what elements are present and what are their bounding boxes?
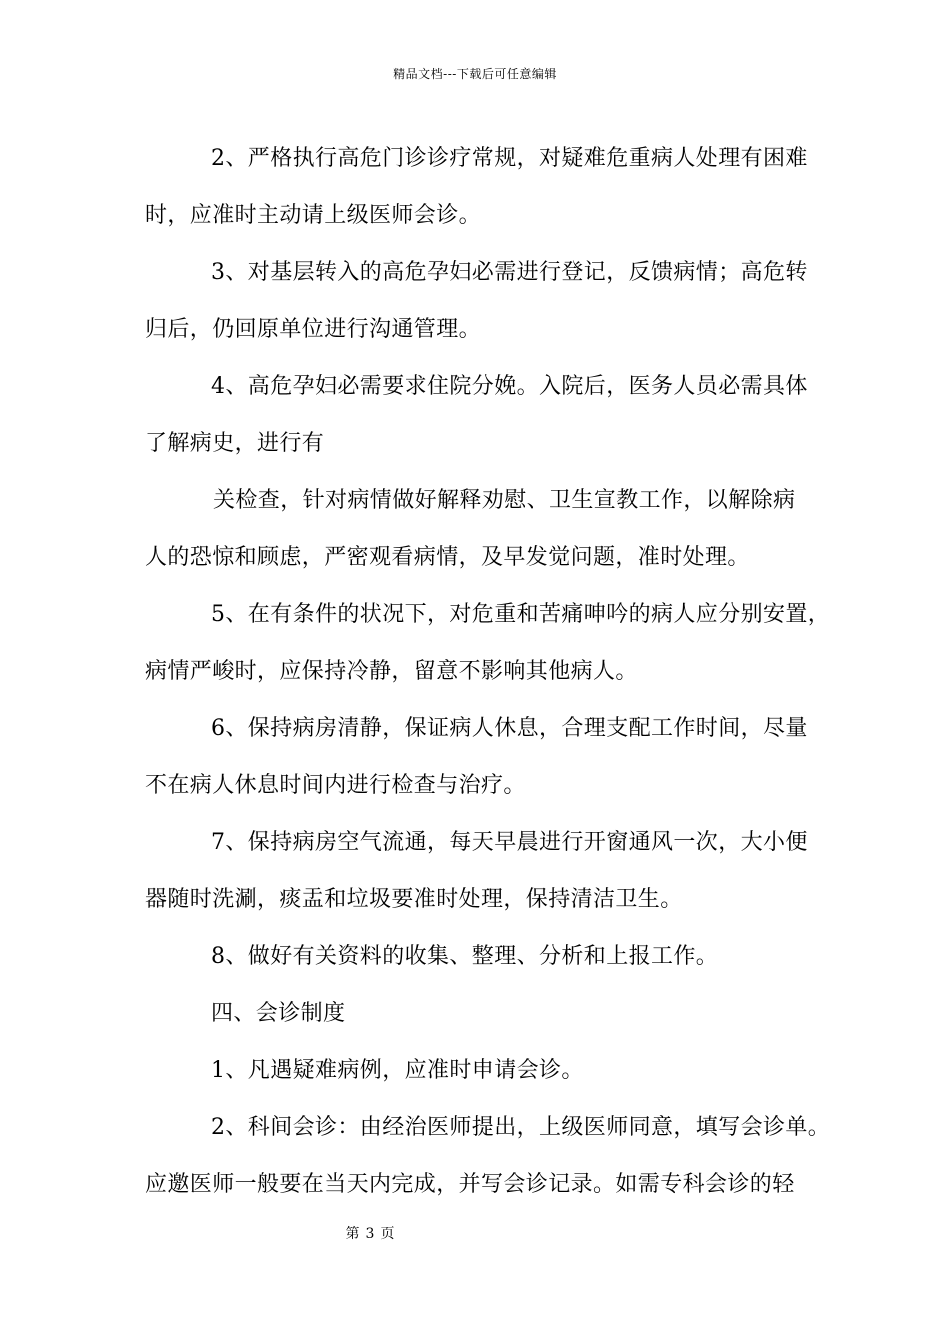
paragraph-line: 病情严峻时，应保持冷静，留意不影响其他病人。: [145, 659, 638, 684]
paragraph-line: 了解病史，进行有: [145, 431, 325, 456]
page-number-suffix: 页: [380, 1226, 395, 1242]
section-heading: 四、会诊制度: [211, 1001, 346, 1026]
paragraph-line: 1、凡遇疑难病例，应准时申请会诊。: [211, 1058, 584, 1083]
page-number-prefix: 第: [345, 1226, 360, 1242]
paragraph-line: 5、在有条件的状况下，对危重和苦痛呻吟的病人应分别安置，: [211, 602, 831, 627]
paragraph-line: 6、保持病房清静，保证病人休息，合理支配工作时间，尽量: [211, 716, 808, 741]
page-number: 3: [365, 1226, 375, 1242]
document-body: [145, 130, 831, 1213]
paragraph-line: 2、科间会诊：由经治医师提出，上级医师同意，填写会诊单。: [211, 1115, 831, 1140]
page-footer: [0, 1225, 740, 1243]
paragraph-line: 8、做好有关资料的收集、整理、分析和上报工作。: [211, 944, 719, 969]
paragraph-line: 应邀医师一般要在当天内完成，并写会诊记录。如需专科会诊的轻: [145, 1172, 795, 1197]
paragraph-line: 7、保持病房空气流通，每天早晨进行开窗通风一次，大小便: [211, 830, 808, 855]
paragraph-line: 人的恐惊和顾虑，严密观看病情，及早发觉问题，准时处理。: [145, 545, 750, 570]
paragraph-line: 3、对基层转入的高危孕妇必需进行登记，反馈病情；高危转: [211, 260, 808, 285]
page-header: 精品文档---下载后可任意编辑: [393, 67, 557, 81]
paragraph-line: 4、高危孕妇必需要求住院分娩。入院后，医务人员必需具体: [211, 374, 808, 399]
paragraph-line: 关检查，针对病情做好解释劝慰、卫生宣教工作，以解除病: [213, 488, 796, 513]
paragraph-line: 时，应准时主动请上级医师会诊。: [145, 203, 482, 228]
paragraph-line: 不在病人休息时间内进行检查与治疗。: [145, 773, 526, 798]
paragraph-line: 器随时洗涮，痰盂和垃圾要准时处理，保持清洁卫生。: [145, 887, 683, 912]
paragraph-line: 2、严格执行高危门诊诊疗常规，对疑难危重病人处理有困难: [211, 146, 808, 171]
paragraph-line: 归后，仍回原单位进行沟通管理。: [145, 317, 482, 342]
